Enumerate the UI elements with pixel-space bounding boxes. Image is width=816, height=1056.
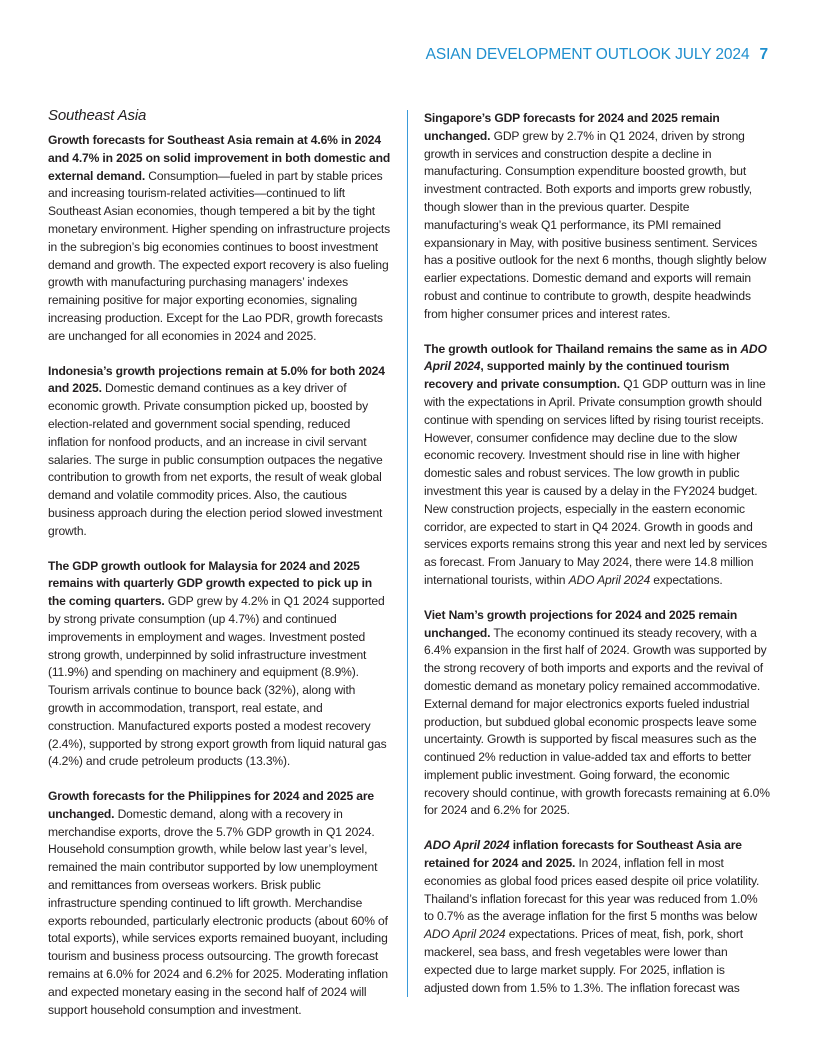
section-title: Southeast Asia xyxy=(48,107,147,124)
page-number: 7 xyxy=(759,46,768,63)
paragraph-thailand: The growth outlook for Thailand remains the same as in ADO April 2024, supported mainly by the continued tourism recovery and private consumption. Q1 GDP outturn was in line with the expectations in April. Private consumption growth should continue with spending on services lifted by rising tourist receipts. However, consumer confidence may decline due to the slow economic recovery. Investment should rise in line with higher domestic sales and robust services. The low growth in public investment this year is caused by a delay in the FY2024 budget. New construction projects, especially in the eastern economic corridor, are expected to start in Q4 2024. Growth in goods and services exports remains strong this year and next led by services as forecast. From January to May 2024, there were 14.8 million international tourists, within ADO April 2024 expectations. xyxy=(424,341,767,587)
paragraph-vietnam: Viet Nam’s growth projections for 2024 and 2025 remain unchanged. The economy continued its steady recovery, with a 6.4% expansion in the first half of 2024. Growth was supported by the strong recovery of both imports and exports and the revival of domestic demand as monetary policy remained accommodative. External demand for major electronics exports fueled industrial production, but subdued global economic prospects leave some uncertainty. Growth is supported by fiscal measures such as the continued 2% reduction in value-added tax and efforts to better implement public investment. Going forward, the economic recovery should continue, with growth forecasts remaining at 6.0% for 2024 and 6.2% for 2025. xyxy=(424,607,770,818)
paragraph-philippines: Growth forecasts for the Philippines for 2024 and 2025 are unchanged. Domestic demand, along with a recovery in merchandise exports, drove the 5.7% GDP growth in Q1 2024. Household consumption growth, while below last year’s level, remained the main contributor supported by low unemployment and remittances from overseas workers. Brisk public infrastructure spending continued to lift growth. Merchandise exports rebounded, particularly electronic products (about 60% of total exports), while services exports remained buoyant, including tourism and business process outsourcing. The growth forecast remains at 6.0% for 2024 and 6.2% for 2025. Moderating inflation and expected monetary easing in the second half of 2024 will support household consumption and investment. xyxy=(48,789,388,1017)
right-column xyxy=(424,110,770,1014)
column-divider xyxy=(407,110,408,997)
running-header xyxy=(426,46,768,64)
left-column xyxy=(48,106,392,1036)
paragraph-overview: Growth forecasts for Southeast Asia remain at 4.6% in 2024 and 4.7% in 2025 on solid improvement in both domestic and external demand. Consumption—fueled in part by stable prices and increasing tourism-related activities—continued to lift Southeast Asian economies, though tempered a bit by the tight monetary environment. Higher spending on infrastructure projects in the subregion’s big economies continues to boost investment demand and growth. The expected export recovery is also fueling growth with manufacturing purchasing managers’ indexes remaining positive for major exporting economies, signaling increasing production. Except for the Lao PDR, growth forecasts are unchanged for all economies in 2024 and 2025. xyxy=(48,133,391,343)
publication-title: ASIAN DEVELOPMENT OUTLOOK JULY 2024 xyxy=(425,46,750,63)
paragraph-singapore: Singapore’s GDP forecasts for 2024 and 2025 remain unchanged. GDP grew by 2.7% in Q1 2024, driven by strong growth in services and construction despite a decline in manufacturing. Consumption expenditure boosted growth, but investment contracted. Both exports and imports grew robustly, though slower than in the previous quarter. Despite manufacturing’s weak Q1 performance, its PMI remained expansionary in May, with positive business sentiment. Services has a positive outlook for the next 6 months, though slightly below earlier expectations. Domestic demand and exports will remain robust and continue to contribute to growth, despite headwinds from higher consumer prices and interest rates. xyxy=(424,111,767,321)
paragraph-inflation: ADO April 2024 inflation forecasts for Southeast Asia are retained for 2024 and 2025. In 2024, inflation fell in most economies as global food prices eased despite oil price volatility. Thailand’s inflation forecast for this year was reduced from 1.0% to 0.7% as the average inflation for the first 5 months was below ADO April 2024 expectations. Prices of meat, fish, pork, short mackerel, sea bass, and fresh vegetables were lower than expected due to large market supply. For 2025, inflation is adjusted down from 1.5% to 1.3%. The inflation forecast was xyxy=(424,838,760,995)
paragraph-indonesia: Indonesia’s growth projections remain at 5.0% for both 2024 and 2025. Domestic demand continues as a key driver of economic growth. Private consumption picked up, boosted by election-related and government social spending, reduced inflation for nonfood products, and an increase in civil servant salaries. The surge in public consumption outpaces the negative contribution to growth from net exports, the result of weak global demand and volatile commodity prices. Also, the cautious business approach during the election period slowed investment growth. xyxy=(48,363,385,538)
paragraph-malaysia: The GDP growth outlook for Malaysia for 2024 and 2025 remains with quarterly GDP growth expected to pick up in the coming quarters. GDP grew by 4.2% in Q1 2024 supported by strong private consumption (up 4.7%) and continued improvements in employment and wages. Investment posted strong growth, underpinned by solid infrastructure investment (11.9%) and spending on machinery and equipment (8.9%). Tourism arrivals continue to bounce back (32%), along with growth in accommodation, transport, real estate, and construction. Manufactured exports posted a modest recovery (2.4%), supported by strong export growth from liquid natural gas (4.2%) and crude petroleum products (13.3%). xyxy=(48,558,387,769)
